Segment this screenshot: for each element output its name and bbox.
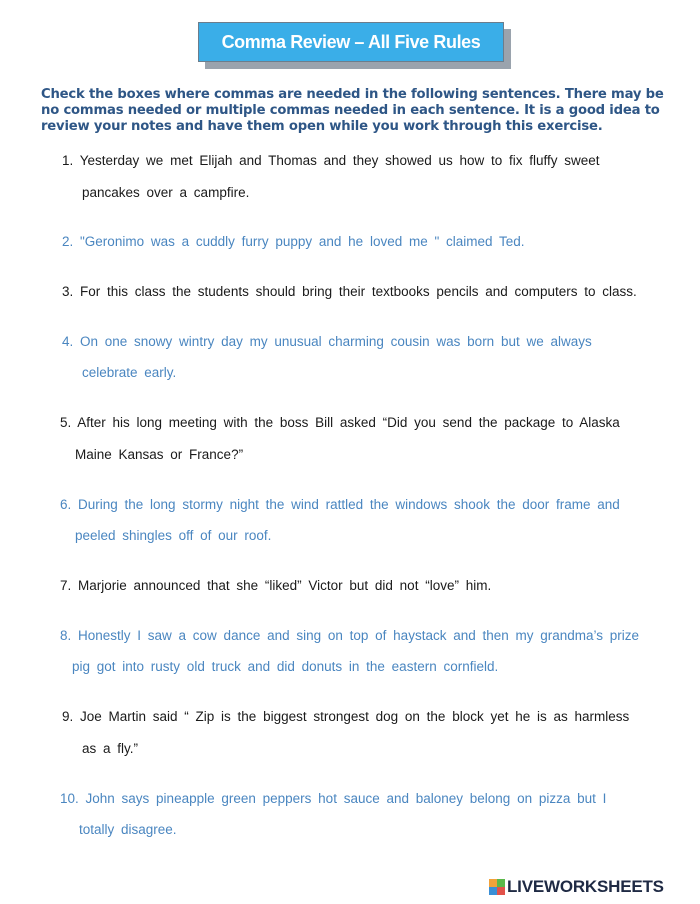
question-7-line-1: 7. Marjorie announced that she “liked” Victor but did not “love” him.	[60, 578, 492, 593]
question-3-line-1: 3. For this class the students should bring their textbooks pencils and computers to class.	[62, 284, 637, 299]
question-8-line-1: 8. Honestly I saw a cow dance and sing on top of haystack and then my grandma’s prize	[60, 628, 640, 643]
question-1-line-1: 1. Yesterday we met Elijah and Thomas and they showed us how to fix fluffy sweet	[62, 153, 600, 168]
question-4-line-1: 4. On one snowy wintry day my unusual charming cousin was born but we always	[62, 334, 592, 349]
question-9-line-1: 9. Joe Martin said “ Zip is the biggest strongest dog on the block yet he is as harmless	[62, 709, 630, 724]
question-9-line-2: as a fly.”	[82, 741, 139, 756]
question-4-line-2: celebrate early.	[82, 365, 177, 380]
question-6-line-1: 6. During the long stormy night the wind rattled the windows shook the door frame and	[60, 497, 620, 512]
question-10-line-1: 10. John says pineapple green peppers hot sauce and baloney belong on pizza but I	[60, 791, 607, 806]
question-1-line-2: pancakes over a campfire.	[82, 185, 250, 200]
question-2-line-1: 2. "Geronimo was a cuddly furry puppy and he loved me " claimed Ted.	[62, 234, 525, 249]
question-5-line-1: 5. After his long meeting with the boss Bill asked “Did you send the package to Alaska	[60, 415, 620, 430]
liveworksheets-logo	[489, 877, 664, 897]
logo-text: LIVEWORKSHEETS	[507, 877, 664, 896]
question-5-line-2: Maine Kansas or France?”	[75, 447, 244, 462]
question-6-line-2: peeled shingles off of our roof.	[75, 528, 272, 543]
liveworksheets-logo-icon	[489, 879, 505, 895]
question-8-line-2: pig got into rusty old truck and did donuts in the eastern cornfield.	[72, 659, 499, 674]
question-10-line-2: totally disagree.	[79, 822, 177, 837]
page-title: Comma Review – All Five Rules	[198, 22, 504, 62]
instructions: Check the boxes where commas are needed in the following sentences. There may be no commas needed or multiple commas needed in each sentence. It is a good idea to review your notes and have them open while you work through this exercise.	[41, 87, 664, 134]
